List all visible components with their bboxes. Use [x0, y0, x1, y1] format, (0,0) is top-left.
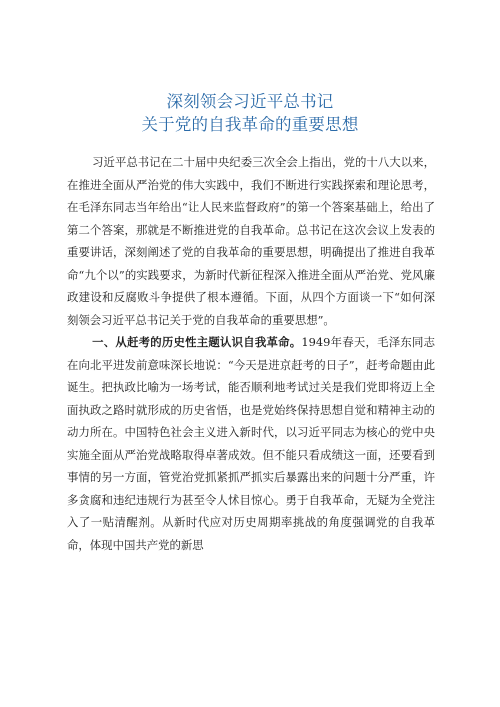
- document-title-line-1: 深刻领会习近平总书记: [166, 92, 334, 111]
- paragraph-intro: [67, 151, 435, 331]
- document-body: [67, 151, 435, 556]
- paragraph-section-1: [67, 331, 435, 556]
- document-title-line-2: 关于党的自我革命的重要思想: [141, 115, 359, 134]
- paragraph-intro-text: 习近平总书记在二十届中央纪委三次全会上指出，党的十八大以来，在推进全面从严治党的伟大实践中，我们不断进行实践探索和理论思考，在毛泽东同志当年给出“让人民来监督政府”的第一个答案基础上，给出了第二个答案，那就是不断推进党的自我革命。总书记在这次会议上发表的重要讲话，深刻阐述了党的自我革命的重要思想，明确提出了推进自我革命“九个以”的实践要求，为新时代新征程深入推进全面从严治党、党风廉政建设和反腐败斗争提供了根本遵循。下面，从四个方面谈一下“如何深刻领会习近平总书记关于党的自我革命的重要思想”。: [67, 155, 435, 327]
- section-1-heading: 一、从赶考的历史性主题认识自我革命。: [92, 335, 302, 349]
- section-1-text: 1949年春天，毛泽东同志在向北平进发前意味深长地说：“今天是进京赶考的日子”，赶考命题由此诞生。把执政比喻为一场考试，能否顺利地考试过关是我们党即将迈上全面执政之路时就形成的历史省悟，也是党始终保持思想自觉和精神主动的动力所在。中国特色社会主义进入新时代，以习近平同志为核心的党中央实施全面从严治党战略取得卓著成效。但不能只看成绩这一面，还要看到事情的另一方面，管党治党抓紧抓严抓实后暴露出来的问题十分严重，许多贪腐和违纪违规行为甚至令人怵目惊心。勇于自我革命，无疑为全党注入了一贴清醒剂。从新时代应对历史周期率挑战的角度强调党的自我革命，体现中国共产党的新思: [67, 335, 435, 552]
